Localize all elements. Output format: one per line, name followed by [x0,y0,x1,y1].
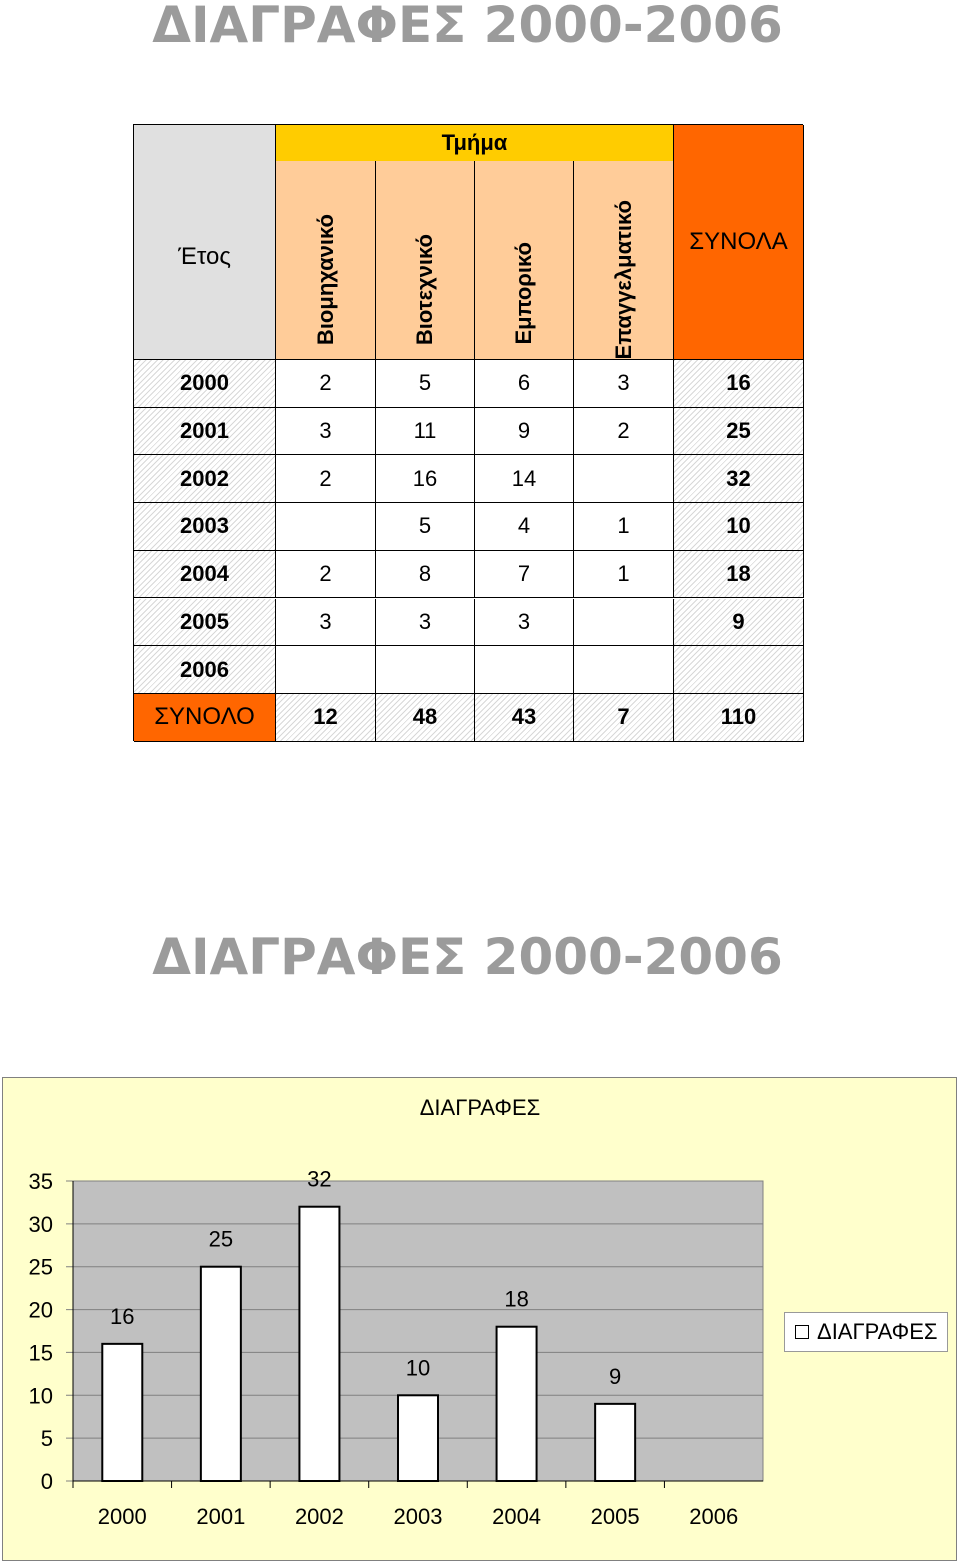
y-tick-label: 30 [28,1211,53,1237]
chart-legend [784,1312,948,1352]
y-tick-label: 20 [28,1297,53,1323]
row-year: 2004 [134,551,276,599]
sum-cell: 48 [376,694,475,742]
column-header-label: Εμπορικό [511,242,536,345]
row-year: 2005 [134,599,276,647]
table-cell: 3 [276,599,376,647]
row-year: 2003 [134,503,276,551]
bar [398,1395,438,1481]
row-year: 2006 [134,646,276,694]
y-tick-label: 15 [28,1340,53,1366]
table-cell: 9 [475,408,574,456]
table-cell: 11 [376,408,475,456]
y-tick-label: 5 [40,1426,53,1452]
data-label: 25 [208,1226,234,1252]
table-cell: 3 [376,599,475,647]
x-tick-label: 2005 [590,1504,640,1529]
table-cell: 1 [574,503,674,551]
row-year: 2000 [134,360,276,408]
table-cell: 5 [376,360,475,408]
x-tick-label: 2001 [196,1504,246,1529]
row-year: 2002 [134,455,276,503]
grand-total: 110 [674,694,804,742]
bar [201,1267,241,1481]
table-cell: 3 [574,360,674,408]
table-cell: 2 [276,551,376,599]
x-tick-label: 2003 [393,1504,443,1529]
sum-cell: 7 [574,694,674,742]
bar [497,1327,537,1481]
y-tick-label: 25 [28,1254,53,1280]
table-cell: 7 [475,551,574,599]
row-total: 10 [674,503,804,551]
chart-title: ΔΙΑΓΡΑΦΕΣ [419,1095,541,1120]
table-cell: 14 [475,455,574,503]
bar [595,1404,635,1481]
bar [102,1344,142,1481]
row-total: 25 [674,408,804,456]
data-label: 16 [110,1303,135,1329]
y-tick-label: 10 [28,1383,53,1409]
row-total: 18 [674,551,804,599]
row-total: 32 [674,455,804,503]
y-tick-label: 0 [40,1469,53,1494]
x-tick-label: 2002 [294,1504,344,1529]
column-header-label: Επαγγελματικό [610,199,636,359]
column-header-label: Βιοτεχνικό [412,233,437,345]
row-total: 16 [674,360,804,408]
x-tick-label: 2000 [97,1504,147,1529]
table-cell: 4 [475,503,574,551]
table-cell: 16 [376,455,475,503]
table-cell: 6 [475,360,574,408]
sum-cell: 12 [276,694,376,742]
legend-swatch-icon [795,1325,809,1339]
sum-row-label: ΣΥΝΟΛΟ [134,694,276,742]
bar [299,1207,339,1481]
column-header-label: Βιομηχανικό [312,213,338,345]
table-cell: 8 [376,551,475,599]
x-tick-label: 2006 [689,1504,739,1529]
data-label: 9 [609,1363,622,1389]
x-tick-label: 2004 [492,1504,542,1529]
page-title: ΔΙΑΓΡΑΦΕΣ 2000-2006 [152,0,783,54]
data-label: 18 [504,1286,529,1312]
group-header: Τμήμα [276,125,674,161]
data-label: 10 [405,1355,431,1381]
totals-header: ΣΥΝΟΛΑ [674,125,804,360]
sum-cell: 43 [475,694,574,742]
table-cell: 2 [276,360,376,408]
chart-section-title: ΔΙΑΓΡΑΦΕΣ 2000-2006 [152,928,783,986]
y-tick-label: 35 [28,1169,53,1194]
table-cell: 5 [376,503,475,551]
row-year: 2001 [134,408,276,456]
year-header: Έτος [134,125,276,360]
table-cell: 2 [276,455,376,503]
table-cell: 2 [574,408,674,456]
legend-label: ΔΙΑΓΡΑΦΕΣ [817,1319,938,1344]
table-cell: 3 [475,599,574,647]
row-total: 9 [674,599,804,647]
data-label: 32 [307,1166,332,1192]
table-cell: 1 [574,551,674,599]
table-cell: 3 [276,408,376,456]
